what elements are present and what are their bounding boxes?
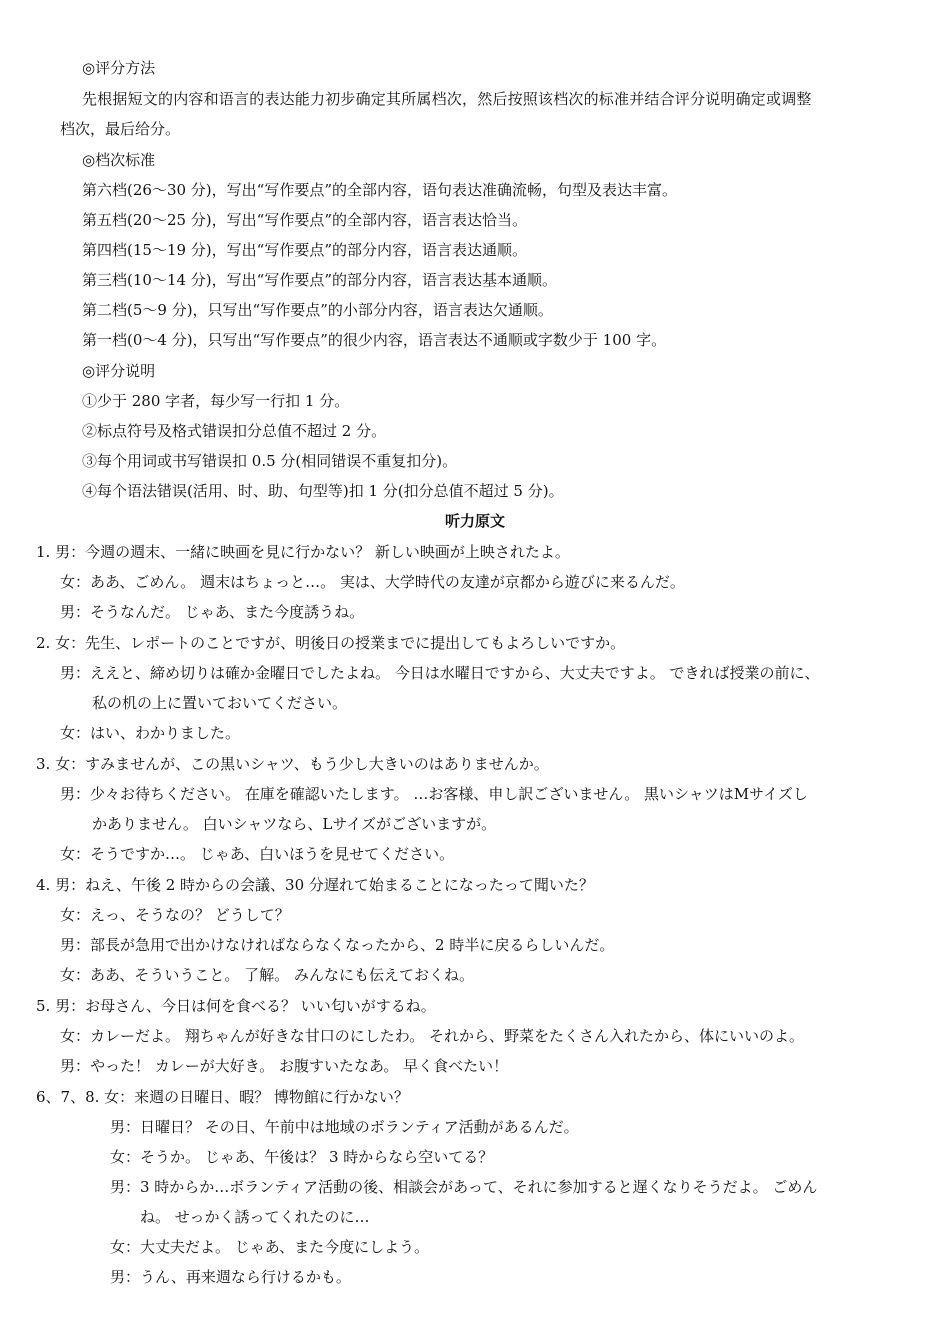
dialogue-line: 6、7、8. 女：来週の日曜日、暇？ 博物館に行かない？ (36, 1088, 409, 1106)
level-item: 第五档(20～25 分)，写出“写作要点”的全部内容，语言表达恰当。 (82, 211, 527, 229)
notes-title: ◎评分说明 (82, 362, 156, 380)
dialogue-line: 女：そうか。 じゃあ、午後は？ 3 時からなら空いてる？ (110, 1148, 494, 1166)
dialogue-line: 女：えっ、そうなの？ どうして？ (60, 906, 290, 924)
level-item: 第一档(0～4 分)，只写出“写作要点”的很少内容，语言表达不通顺或字数少于 100 字。 (82, 331, 667, 349)
dialogue-line: 男：ええと、締め切りは確か金曜日でしたよね。 今日は水曜日ですから、大丈夫ですよ。 できれば授業の前に、 (60, 664, 820, 682)
dialogue-line: 女：ああ、ごめん。 週末はちょっと…。 実は、大学時代の友達が京都から遊びに来るんだ。 (60, 573, 685, 591)
dialogue-line: 女：はい、わかりました。 (60, 724, 241, 742)
level-item: 第六档(26～30 分)，写出“写作要点”的全部内容，语句表达准确流畅，句型及表达丰富。 (82, 181, 677, 199)
level-item: 第三档(10～14 分)，写出“写作要点”的部分内容，语言表达基本通顺。 (82, 271, 557, 289)
dialogue-line: かありません。 白いシャツなら、Lサイズがございますが。 (92, 815, 497, 833)
dialogue-line: 男：3 時からか…ボランティア活動の後、相談会があって、それに参加すると遅くなりそうだよ。 ごめん (110, 1178, 818, 1196)
note-item: ②标点符号及格式错误扣分总值不超过 2 分。 (82, 422, 387, 440)
levels-title: ◎档次标准 (82, 151, 156, 169)
dialogue-line: ね。 せっかく誘ってくれたのに… (140, 1208, 370, 1226)
dialogue-line: 男：うん、再来週なら行けるかも。 (110, 1268, 351, 1286)
scoring-method-text-line2: 档次，最后给分。 (60, 120, 181, 138)
dialogue-line: 女：カレーだよ。 翔ちゃんが好きな甘口のにしたわ。 それから、野菜をたくさん入れたから、体にいいのよ。 (60, 1027, 804, 1045)
dialogue-line: 2. 女：先生、レポートのことですが、明後日の授業までに提出してもよろしいですか。 (36, 634, 626, 652)
listening-title: 听力原文 (444, 512, 505, 530)
scoring-method-text-line1: 先根据短文的内容和语言的表达能力初步确定其所属档次，然后按照该档次的标准并结合评分说明确定或调整 (82, 90, 812, 108)
scoring-method-title: ◎评分方法 (82, 59, 156, 77)
dialogue-line: 女：そうですか…。 じゃあ、白いほうを見せてください。 (60, 845, 455, 863)
dialogue-line: 1. 男：今週の週末、一緒に映画を見に行かない？ 新しい映画が上映されたよ。 (36, 543, 570, 561)
level-item: 第二档(5～9 分)，只写出“写作要点”的小部分内容，语言表达欠通顺。 (82, 301, 553, 319)
dialogue-line: 3. 女：すみませんが、この黒いシャツ、もう少し大きいのはありませんか。 (36, 755, 549, 773)
dialogue-line: 5. 男：お母さん、今日は何を食べる？ いい匂いがするね。 (36, 997, 436, 1015)
note-item: ④每个语法错误(活用、时、助、句型等)扣 1 分(扣分总值不超过 5 分)。 (82, 482, 564, 500)
dialogue-line: 4. 男：ねえ、午後 2 時からの会議、30 分遅れて始まることになったって聞いた？ (36, 876, 594, 894)
dialogue-line: 男：少々お待ちください。 在庫を確認いたします。 …お客様、申し訳ございません。 黒いシャツはMサイズし (60, 785, 808, 803)
dialogue-line: 女：大丈夫だよ。 じゃあ、また今度にしよう。 (110, 1238, 430, 1256)
dialogue-line: 男：部長が急用で出かけなければならなくなったから、2 時半に戻るらしいんだ。 (60, 936, 615, 954)
dialogue-line: 私の机の上に置いておいてください。 (92, 694, 348, 712)
dialogue-line: 男：やった！ カレーが大好き。 お腹すいたなあ。 早く食べたい！ (60, 1057, 509, 1075)
note-item: ①少于 280 字者，每少写一行扣 1 分。 (82, 392, 350, 410)
dialogue-line: 女：ああ、そういうこと。 了解。 みんなにも伝えておくね。 (60, 966, 474, 984)
dialogue-line: 男：日曜日？ その日、午前中は地域のボランティア活動があるんだ。 (110, 1118, 579, 1136)
dialogue-line: 男：そうなんだ。 じゃあ、また今度誘うね。 (60, 603, 365, 621)
level-item: 第四档(15～19 分)，写出“写作要点”的部分内容，语言表达通顺。 (82, 241, 527, 259)
note-item: ③每个用词或书写错误扣 0.5 分(相同错误不重复扣分)。 (82, 452, 458, 470)
